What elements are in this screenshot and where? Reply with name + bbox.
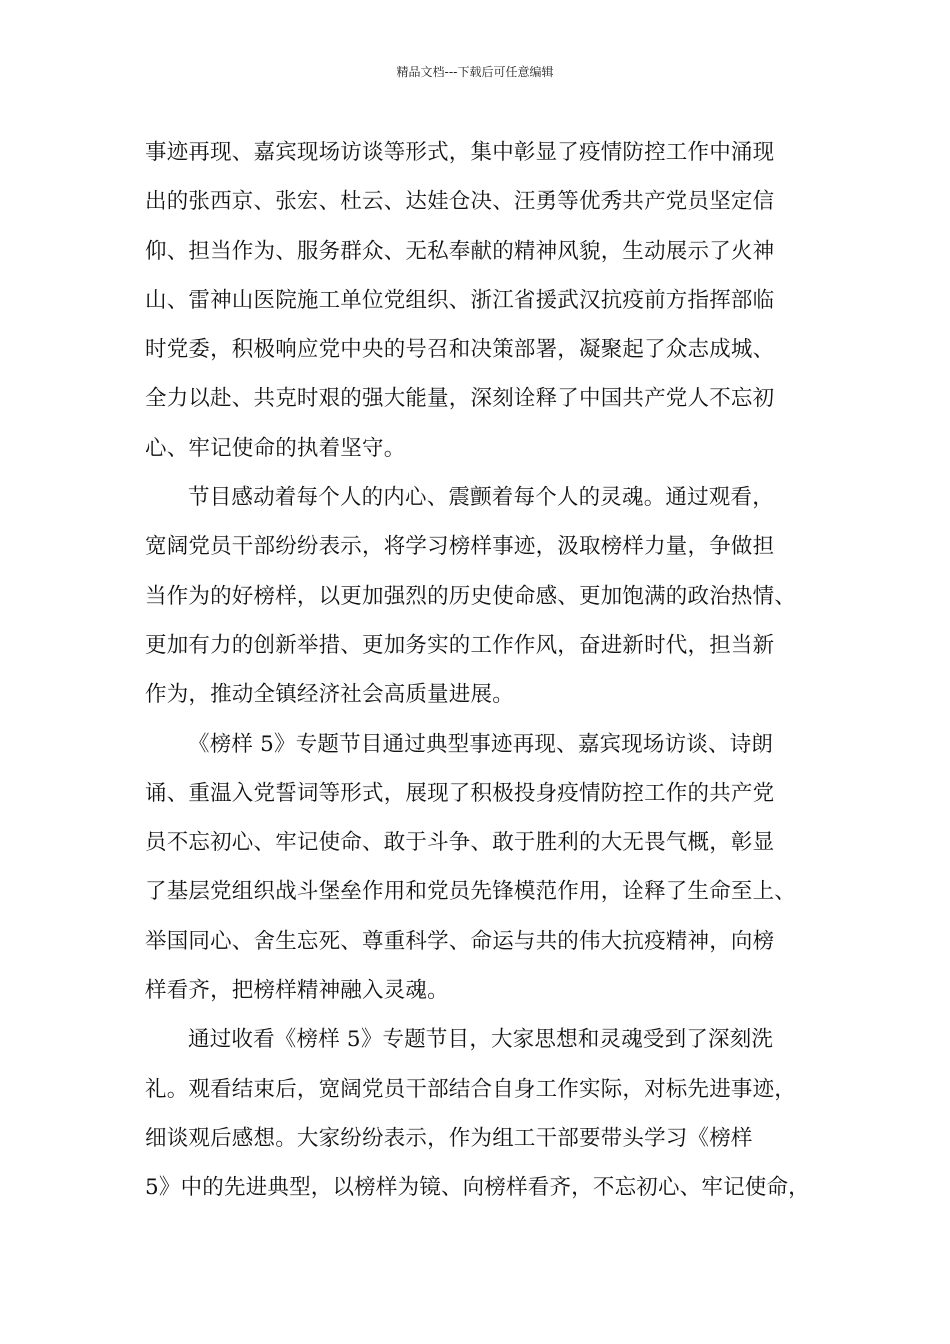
document-body	[145, 128, 830, 1213]
text-line: 心、牢记使命的执着坚守。	[145, 435, 406, 461]
text-line: 员不忘初心、牢记使命、敢于斗争、敢于胜利的大无畏气概，彰显	[145, 830, 775, 856]
text-line: 全力以赴、共克时艰的强大能量，深刻诠释了中国共产党人不忘初	[145, 386, 775, 412]
text-line: 《榜样 5》专题节目通过典型事迹再现、嘉宾现场访谈、诗朗	[188, 731, 774, 757]
text-line: 宽阔党员干部纷纷表示，将学习榜样事迹，汲取榜样力量，争做担	[145, 534, 775, 560]
text-line: 当作为的好榜样，以更加强烈的历史使命感、更加饱满的政治热情、	[145, 583, 797, 609]
text-line: 细谈观后感想。大家纷纷表示，作为组工干部要带头学习《榜样	[145, 1125, 753, 1151]
text-line: 事迹再现、嘉宾现场访谈等形式，集中彰显了疫情防控工作中涌现	[145, 140, 775, 165]
page-header: 精品文档---下载后可任意编辑	[396, 65, 554, 79]
text-line: 时党委，积极响应党中央的号召和决策部署，凝聚起了众志成城、	[145, 337, 775, 363]
text-line: 举国同心、舍生忘死、尊重科学、命运与共的伟大抗疫精神，向榜	[145, 928, 775, 954]
text-line: 仰、担当作为、服务群众、无私奉献的精神风貌，生动展示了火神	[145, 238, 775, 264]
text-line: 山、雷神山医院施工单位党组织、浙江省援武汉抗疫前方指挥部临	[145, 287, 775, 313]
text-line: 出的张西京、张宏、杜云、达娃仓决、汪勇等优秀共产党员坚定信	[145, 189, 775, 215]
text-line: 礼。观看结束后，宽阔党员干部结合自身工作实际，对标先进事迹，	[145, 1076, 797, 1102]
text-line: 作为，推动全镇经济社会高质量进展。	[145, 682, 514, 708]
text-line: 样看齐，把榜样精神融入灵魂。	[145, 978, 449, 1004]
text-line: 通过收看《榜样 5》专题节目，大家思想和灵魂受到了深刻洗	[188, 1027, 774, 1053]
text-line: 诵、重温入党誓词等形式，展现了积极投身疫情防控工作的共产党	[145, 780, 775, 806]
text-line: 5》中的先进典型，以榜样为镜、向榜样看齐，不忘初心、牢记使命，	[145, 1175, 810, 1201]
text-line: 了基层党组织战斗堡垒作用和党员先锋模范作用，诠释了生命至上、	[145, 879, 797, 905]
text-line: 更加有力的创新举措、更加务实的工作作风，奋进新时代，担当新	[145, 632, 775, 658]
text-line: 节目感动着每个人的内心、震颤着每个人的灵魂。通过观看，	[188, 485, 774, 511]
